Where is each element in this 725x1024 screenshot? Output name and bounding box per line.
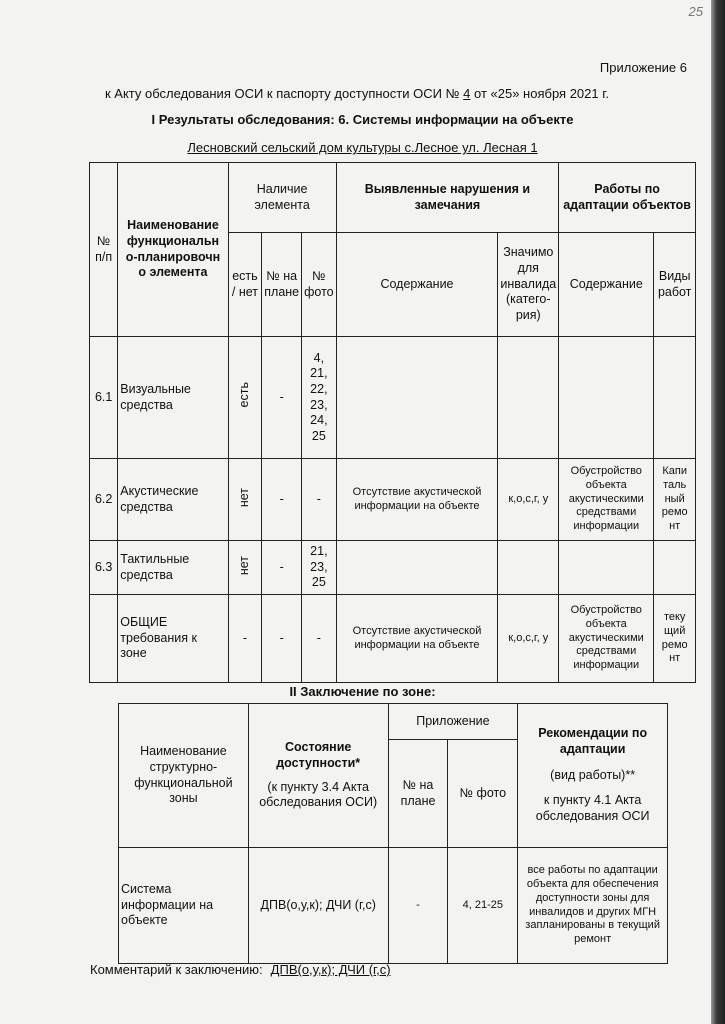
row-zone: Система информации на объекте: [119, 848, 249, 964]
row-recommend: все работы по адаптации объекта для обеспечения доступности зоны для инвалидов и других МГН запланированы в текущий ремонт: [518, 848, 668, 964]
row-photo: -: [302, 595, 337, 683]
table-row: [90, 541, 696, 595]
header-work-type: Виды работ: [654, 233, 696, 337]
header-appendix: Приложение: [388, 704, 518, 740]
row-significance: [498, 541, 559, 595]
section2-title: II Заключение по зоне:: [289, 684, 436, 699]
row-work-type: теку щий ремо нт: [654, 595, 696, 683]
header-violations: Выявленные нарушения и замечания: [336, 163, 559, 233]
row-plan: -: [262, 541, 302, 595]
row-work-type: [654, 337, 696, 459]
row-plan: -: [262, 337, 302, 459]
row-exists: -: [228, 595, 262, 683]
row-work-type: Капи таль ный ремо нт: [654, 459, 696, 541]
conclusion-table: [118, 703, 668, 964]
row-plan: -: [262, 459, 302, 541]
header-work-content: Содержание: [559, 233, 654, 337]
header-works: Работы по адаптации объектов: [559, 163, 696, 233]
header-photo-no: № фото: [448, 740, 518, 848]
row-plan: -: [388, 848, 448, 964]
object-name: Лесновский сельский дом культуры с.Лесное ул. Лесная 1: [187, 140, 538, 155]
header-exists: есть / нет: [228, 233, 262, 337]
row-content: Отсутствие акустической информации на объекте: [336, 595, 498, 683]
row-num: 6.3: [90, 541, 118, 595]
header-content: Содержание: [336, 233, 498, 337]
header-photo-no: № фото: [302, 233, 337, 337]
row-work-content: Обустройство объекта акустическими средствами информации: [559, 595, 654, 683]
row-num: 6.1: [90, 337, 118, 459]
header-status: Состояние доступности* (к пункту 3.4 Акта обследования ОСИ): [248, 704, 388, 848]
header-plan-no: № на плане: [262, 233, 302, 337]
header-num: № п/п: [90, 163, 118, 337]
row-significance: [498, 337, 559, 459]
row-photo: 21, 23, 25: [302, 541, 337, 595]
row-work-type: [654, 541, 696, 595]
row-name: Тактильные средства: [118, 541, 228, 595]
row-work-content: [559, 541, 654, 595]
row-work-content: [559, 337, 654, 459]
table-row: [119, 848, 668, 964]
header-zone: Наименование структурно-функциональной зоны: [119, 704, 249, 848]
appendix-label: Приложение 6: [599, 60, 687, 75]
row-content: Отсутствие акустической информации на объекте: [336, 459, 498, 541]
row-exists: есть: [237, 382, 252, 408]
row-significance: к,о,с,г, у: [498, 459, 559, 541]
row-photo: 4, 21, 22, 23, 24, 25: [302, 337, 337, 459]
row-significance: к,о,с,г, у: [498, 595, 559, 683]
row-num: [90, 595, 118, 683]
conclusion-comment: Комментарий к заключению: ДПВ(о,у,к); ДЧИ (г,с): [90, 962, 391, 977]
header-presence: Наличие элемента: [228, 163, 336, 233]
row-content: [336, 337, 498, 459]
row-work-content: Обустройство объекта акустическими средствами информации: [559, 459, 654, 541]
header-plan-no: № на плане: [388, 740, 448, 848]
row-num: 6.2: [90, 459, 118, 541]
header-significance: Значимо для инвалида (катего-рия): [498, 233, 559, 337]
row-photo: 4, 21-25: [448, 848, 518, 964]
row-photo: -: [302, 459, 337, 541]
row-plan: -: [262, 595, 302, 683]
table-row: [90, 595, 696, 683]
row-exists: нет: [237, 487, 252, 507]
row-name: ОБЩИЕ требования к зоне: [118, 595, 228, 683]
row-name: Акустические средства: [118, 459, 228, 541]
row-content: [336, 541, 498, 595]
row-name: Визуальные средства: [118, 337, 228, 459]
header-element-name: Наименование функциональн о-планировочн о элемента: [118, 163, 228, 337]
table-row: [90, 459, 696, 541]
table-row: [90, 337, 696, 459]
act-reference: к Акту обследования ОСИ к паспорту доступности ОСИ № 4 от «25» ноября 2021 г.: [105, 86, 609, 101]
page-number: 25: [688, 4, 703, 19]
section1-title: I Результаты обследования: 6. Системы информации на объекте: [151, 112, 574, 127]
row-exists: нет: [237, 555, 252, 575]
results-table: [89, 162, 696, 683]
row-status: ДПВ(о,у,к); ДЧИ (г,с): [248, 848, 388, 964]
header-recommend: Рекомендации по адаптации (вид работы)** к пункту 4.1 Акта обследования ОСИ: [518, 704, 668, 848]
